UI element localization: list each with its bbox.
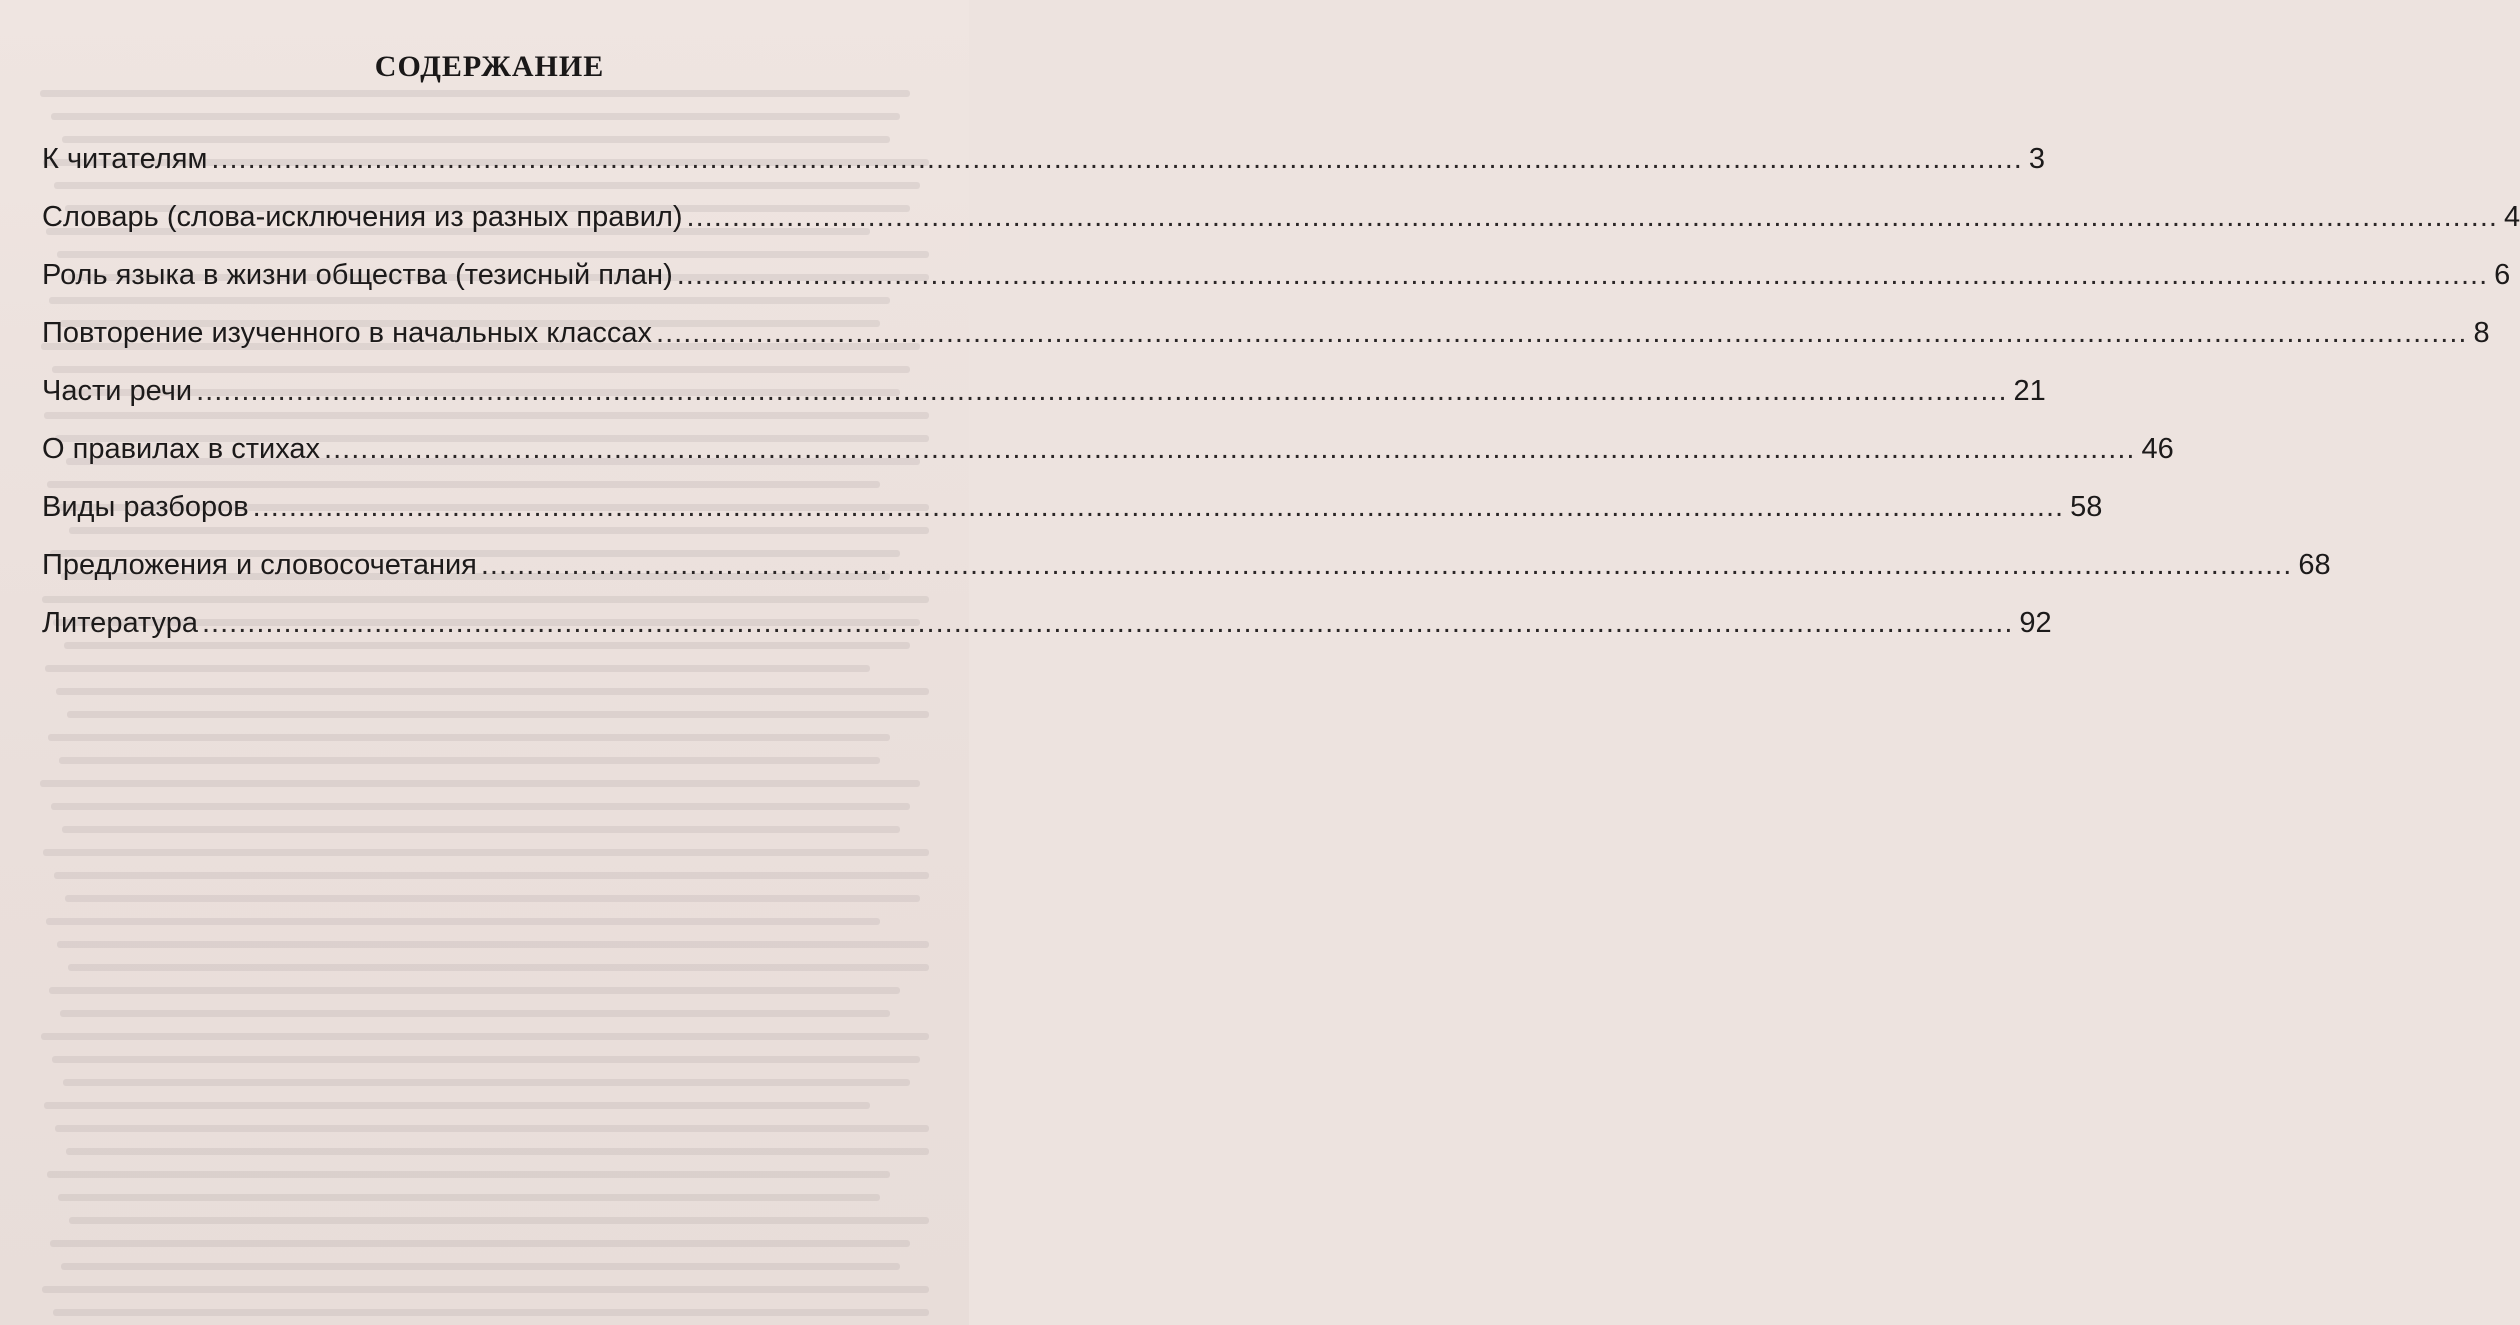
show-through-line — [68, 964, 929, 971]
toc-entry-label: Предложения и словосочетания — [42, 549, 477, 581]
show-through-line — [65, 895, 920, 902]
toc-entry-label: О правилах в стихах — [42, 433, 321, 465]
toc-entry-label: Виды разборов — [42, 491, 249, 523]
toc-entry[interactable] — [42, 582, 2052, 640]
show-through-line — [43, 849, 929, 856]
show-through-line — [44, 1102, 870, 1109]
show-through-line — [57, 941, 929, 948]
dot-leader: ........................................................................................................................................................................................................ — [676, 259, 2489, 291]
toc-entry-page-number: 92 — [2019, 607, 2052, 639]
show-through-line — [56, 688, 929, 695]
toc-entry-label: Словарь (слова-исключения из разных правил) — [42, 201, 683, 233]
show-through-line — [64, 642, 910, 649]
dot-leader: ........................................................................................................................................................................................................ — [211, 143, 2023, 175]
toc-entry-page-number: 21 — [2013, 375, 2046, 407]
dot-leader: ........................................................................................................................................................................................................ — [480, 549, 2293, 581]
toc-entry-page-number: 68 — [2298, 549, 2331, 581]
show-through-line — [46, 918, 880, 925]
dot-leader: ........................................................................................................................................................................................................ — [252, 491, 2065, 523]
show-through-line — [67, 711, 929, 718]
toc-entry-page-number: 4 — [2503, 201, 2520, 233]
show-through-line — [40, 90, 910, 97]
toc-entry[interactable] — [42, 234, 2511, 292]
show-through-line — [48, 734, 890, 741]
toc-entry-label: Литература — [42, 607, 198, 639]
show-through-line — [59, 757, 880, 764]
show-through-line — [69, 1217, 929, 1224]
toc-entry-page-number: 8 — [2473, 317, 2490, 349]
toc-entry-page-number: 6 — [2494, 259, 2511, 291]
toc-entry[interactable] — [42, 408, 2174, 466]
toc-entry[interactable] — [42, 466, 2103, 524]
show-through-line — [66, 1148, 929, 1155]
toc-entry[interactable] — [42, 292, 2490, 350]
toc-entry[interactable] — [42, 118, 2045, 176]
show-through-line — [61, 1263, 900, 1270]
toc-entry[interactable] — [42, 350, 2046, 408]
show-through-line — [41, 1033, 929, 1040]
dot-leader: ........................................................................................................................................................................................................ — [324, 433, 2136, 465]
show-through-line — [55, 1125, 929, 1132]
toc-entry-label: Части речи — [42, 375, 193, 407]
dot-leader: ........................................................................................................................................................................................................ — [656, 317, 2468, 349]
toc-entry-label: Роль языка в жизни общества (тезисный план) — [42, 259, 673, 291]
show-through-line — [42, 1286, 929, 1293]
show-through-line — [58, 1194, 880, 1201]
show-through-line — [62, 826, 900, 833]
show-through-line — [53, 1309, 929, 1316]
toc-entry-label: Повторение изученного в начальных классах — [42, 317, 653, 349]
show-through-line — [63, 1079, 910, 1086]
toc-entry-label: К читателям — [42, 143, 208, 175]
show-through-line — [50, 1240, 910, 1247]
show-through-line — [47, 1171, 890, 1178]
show-through-line — [54, 872, 929, 879]
toc-entry-page-number: 46 — [2141, 433, 2174, 465]
table-of-contents — [42, 118, 2520, 640]
page-title: СОДЕРЖАНИЕ — [374, 50, 605, 83]
show-through-line — [51, 803, 910, 810]
show-through-line — [52, 1056, 920, 1063]
toc-entry[interactable] — [42, 176, 2520, 234]
show-through-line — [49, 987, 900, 994]
toc-entry[interactable] — [42, 524, 2331, 582]
dot-leader: ........................................................................................................................................................................................................ — [196, 375, 2008, 407]
toc-entry-page-number: 58 — [2070, 491, 2103, 523]
show-through-line — [60, 1010, 890, 1017]
show-through-line — [45, 665, 870, 672]
toc-entry-page-number: 3 — [2028, 143, 2045, 175]
dot-leader: ........................................................................................................................................................................................................ — [201, 607, 2014, 639]
show-through-line — [40, 780, 920, 787]
dot-leader: ........................................................................................................................................................................................................ — [686, 201, 2498, 233]
